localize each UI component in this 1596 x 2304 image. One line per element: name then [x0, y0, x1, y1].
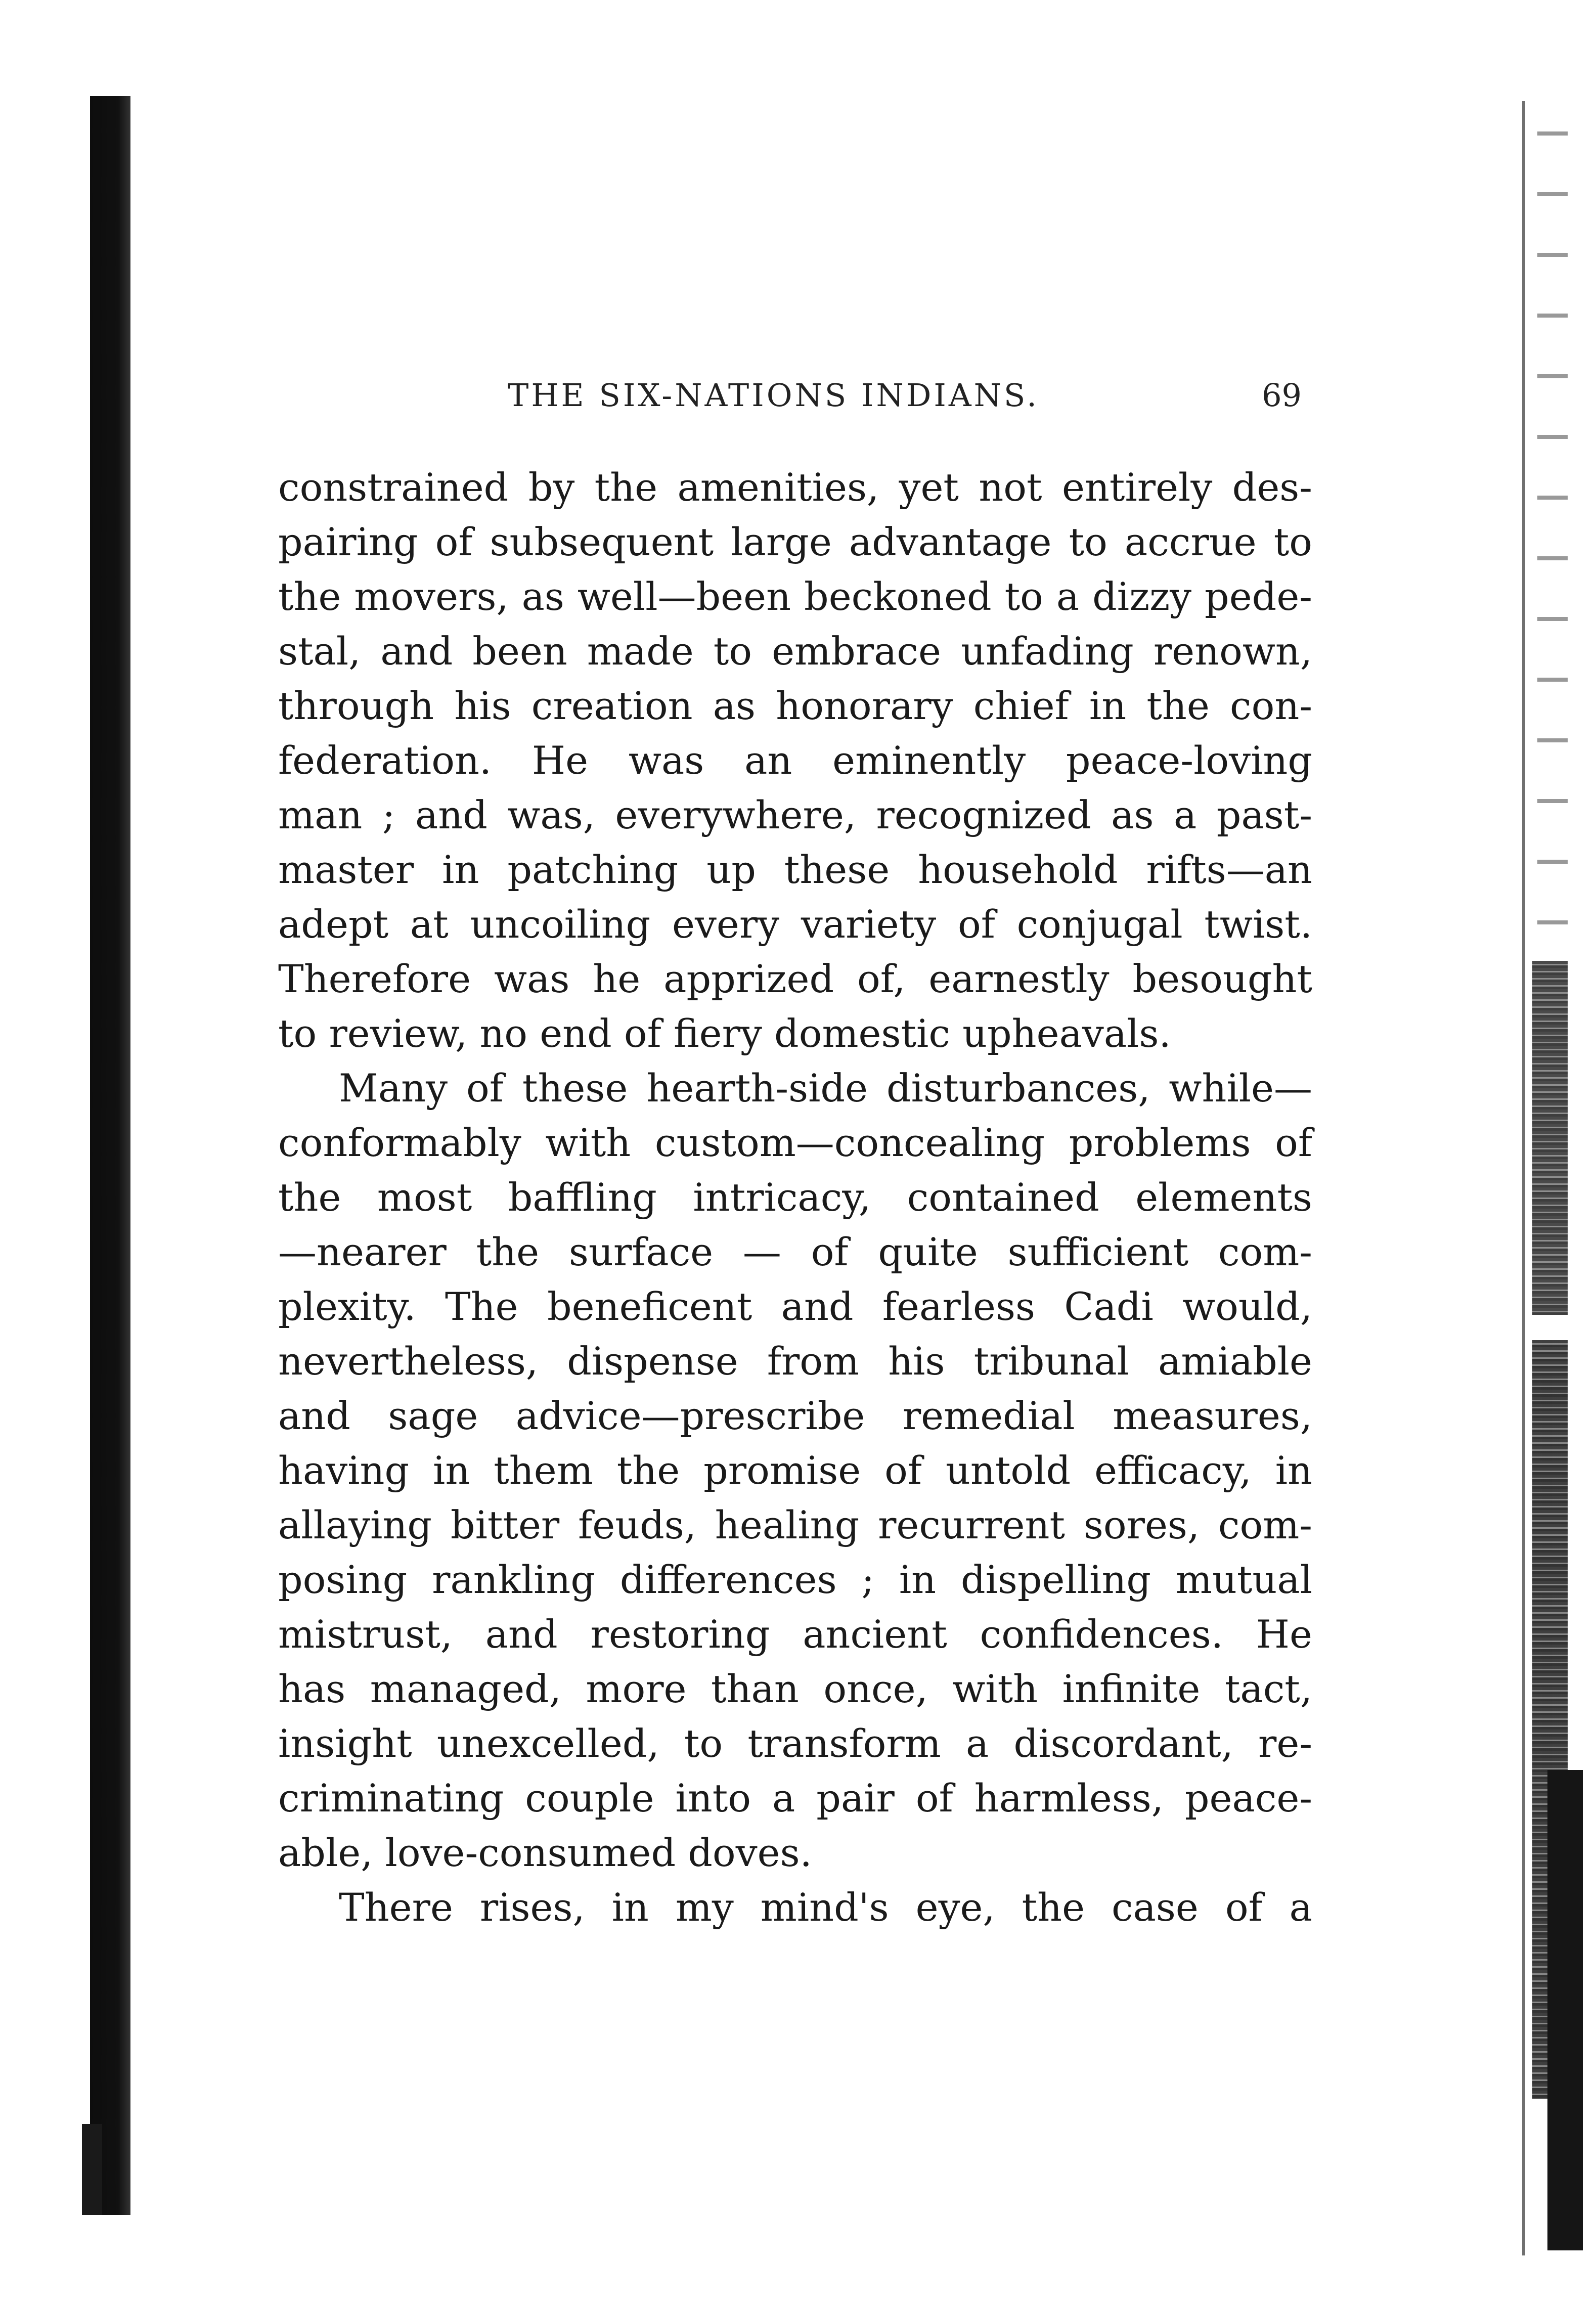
text-line: conformably with custom—concealing problems of: [278, 1120, 1312, 1165]
text-line: having in them the promise of untold efficacy, in: [278, 1448, 1312, 1493]
text-line: posing rankling differences ; in dispelling mutual: [278, 1557, 1312, 1602]
page-edge-strip: [1547, 1770, 1583, 2250]
running-head: THE SIX-NATIONS INDIANS.: [508, 377, 1039, 414]
text-line: the most baffling intricacy, contained elements: [278, 1175, 1312, 1220]
page-edge-strip: [1532, 961, 1568, 1315]
scanned-page-edge: [1517, 101, 1583, 2255]
text-line: There rises, in my mind's eye, the case of a: [339, 1885, 1312, 1930]
text-line: nevertheless, dispense from his tribunal amiable: [278, 1339, 1312, 1384]
text-line: has managed, more than once, with infinite tact,: [278, 1666, 1312, 1711]
page-edge-marks: [1537, 101, 1568, 961]
text-line: pairing of subsequent large advantage to accrue to: [278, 519, 1312, 564]
text-line: man ; and was, everywhere, recognized as a past-: [278, 792, 1312, 837]
binding-edge: [90, 96, 130, 2215]
text-line: through his creation as honorary chief in the con-: [278, 683, 1312, 728]
text-line: Many of these hearth-side disturbances, while—: [339, 1066, 1312, 1111]
text-line: mistrust, and restoring ancient confidences. He: [278, 1612, 1312, 1657]
text-line: to review, no end of fiery domestic upheavals.: [278, 1011, 1171, 1056]
page-number: 69: [1262, 377, 1302, 414]
text-line: insight unexcelled, to transform a discordant, re-: [278, 1721, 1312, 1766]
text-line: able, love-consumed doves.: [278, 1830, 812, 1875]
binding-edge-fringe: [82, 2124, 102, 2215]
text-line: Therefore was he apprized of, earnestly besought: [278, 956, 1312, 1001]
text-line: and sage advice—prescribe remedial measures,: [278, 1393, 1312, 1438]
text-line: constrained by the amenities, yet not entirely des-: [278, 465, 1312, 510]
text-line: the movers, as well—been beckoned to a dizzy pede-: [278, 574, 1312, 619]
text-line: adept at uncoiling every variety of conjugal twist.: [278, 902, 1312, 947]
text-line: master in patching up these household rifts—an: [278, 847, 1312, 892]
page-header: [508, 377, 1302, 417]
text-line: stal, and been made to embrace unfading renown,: [278, 629, 1312, 674]
text-line: plexity. The beneficent and fearless Cadi would,: [278, 1284, 1312, 1329]
text-line: federation. He was an eminently peace-loving: [278, 738, 1312, 783]
text-line: allaying bitter feuds, healing recurrent sores, com-: [278, 1502, 1312, 1547]
page-edge-line: [1522, 101, 1525, 2255]
text-line: criminating couple into a pair of harmless, peace-: [278, 1776, 1312, 1821]
body-text: [278, 460, 1312, 1935]
text-line: —nearer the surface — of quite sufficient com-: [278, 1229, 1312, 1274]
